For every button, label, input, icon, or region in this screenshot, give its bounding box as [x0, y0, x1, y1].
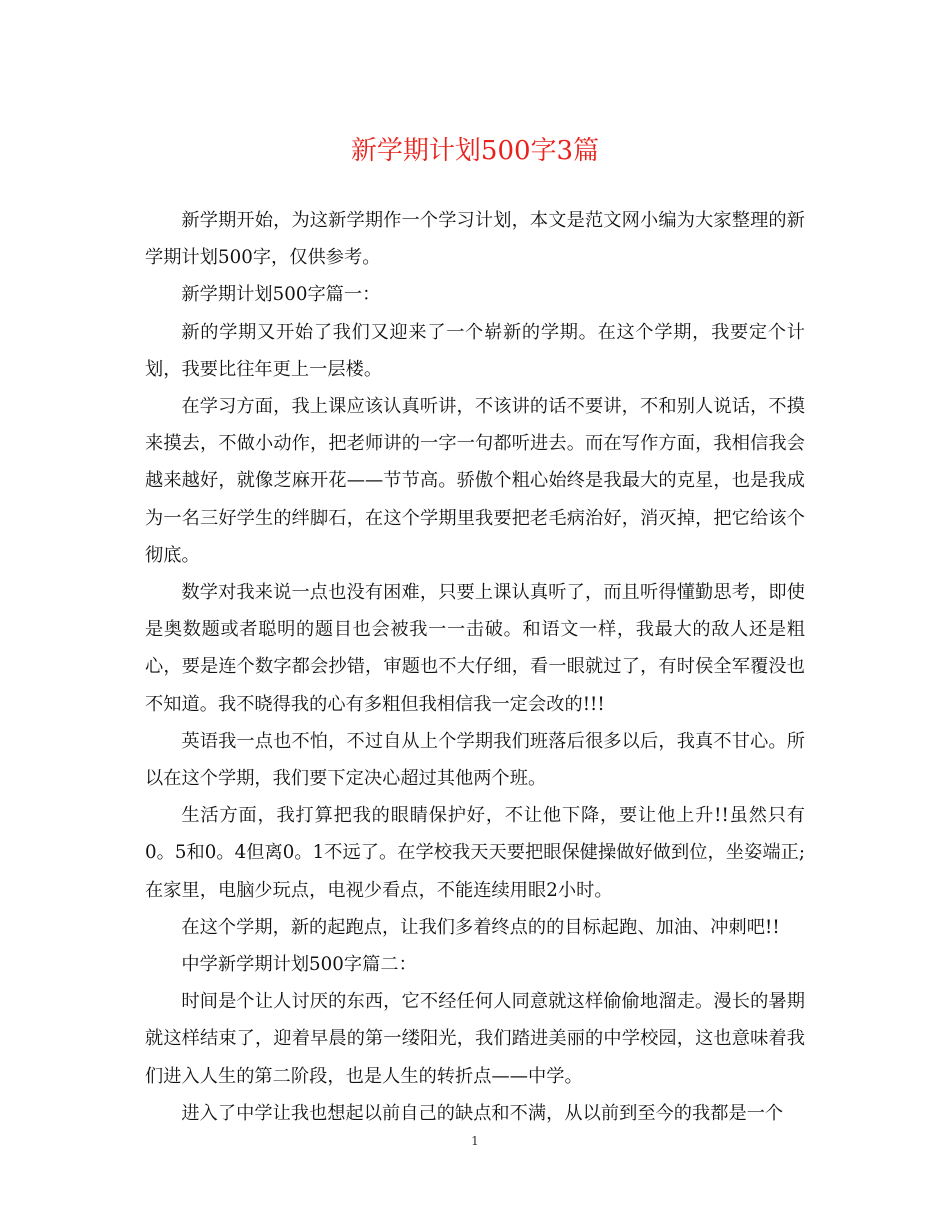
paragraph: 英语我一点也不怕，不过自从上个学期我们班落后很多以后，我真不甘心。所以在这个学期，我们要下定决心超过其他两个班。	[145, 730, 805, 790]
paragraph-heading-part-two: 中学新学期计划500字篇二：	[181, 954, 417, 976]
document-body	[145, 202, 805, 1132]
paragraph: 在学习方面，我上课应该认真听讲，不该讲的话不要讲，不和别人说话，不摸来摸去，不做小动作，把老师讲的一字一句都听进去。而在写作方面，我相信我会越来越好，就像芝麻开花——节节高。骄傲个粗心始终是我最大的克星，也是我成为一名三好学生的绊脚石，在这个学期里我要把老毛病治好，消灭掉，把它给该个彻底。	[145, 396, 805, 566]
paragraph-intro: 新学期开始，为这新学期作一个学习计划，本文是范文网小编为大家整理的新学期计划500字，仅供参考。	[145, 210, 805, 269]
paragraph: 进入了中学让我也想起以前自己的缺点和不满，从以前到至今的我都是一个	[181, 1102, 784, 1124]
page-number: 1	[471, 1134, 479, 1148]
paragraph: 时间是个让人讨厌的东西，它不经任何人同意就这样偷偷地溜走。漫长的暑期就这样结束了，迎着早晨的第一缕阳光，我们踏进美丽的中学校园，这也意味着我们进入人生的第二阶段，也是人生的转折点——中学。	[145, 991, 805, 1087]
paragraph-heading-part-one: 新学期计划500字篇一：	[181, 284, 381, 306]
document-title: 新学期计划500字3篇	[350, 136, 600, 166]
paragraph: 在这个学期，新的起跑点，让我们多着终点的的目标起跑、加油、冲刺吧!!	[181, 916, 780, 938]
paragraph: 数学对我来说一点也没有困难，只要上课认真听了，而且听得懂勤思考，即使是奥数题或者聪明的题目也会被我一一击破。和语文一样，我最大的敌人还是粗心，要是连个数字都会抄错，审题也不大仔细，看一眼就过了，有时侯全军覆没也不知道。我不晓得我的心有多粗但我相信我一定会改的!!!	[145, 582, 805, 715]
paragraph: 生活方面，我打算把我的眼睛保护好，不让他下降，要让他上升!!虽然只有0。5和0。4但离0。1不远了。在学校我天天要把眼保健操做好做到位，坐姿端正;在家里，电脑少玩点，电视少看点，不能连续用眼2小时。	[145, 805, 805, 901]
paragraph: 新的学期又开始了我们又迎来了一个崭新的学期。在这个学期，我要定个计划，我要比往年更上一层楼。	[145, 321, 805, 380]
